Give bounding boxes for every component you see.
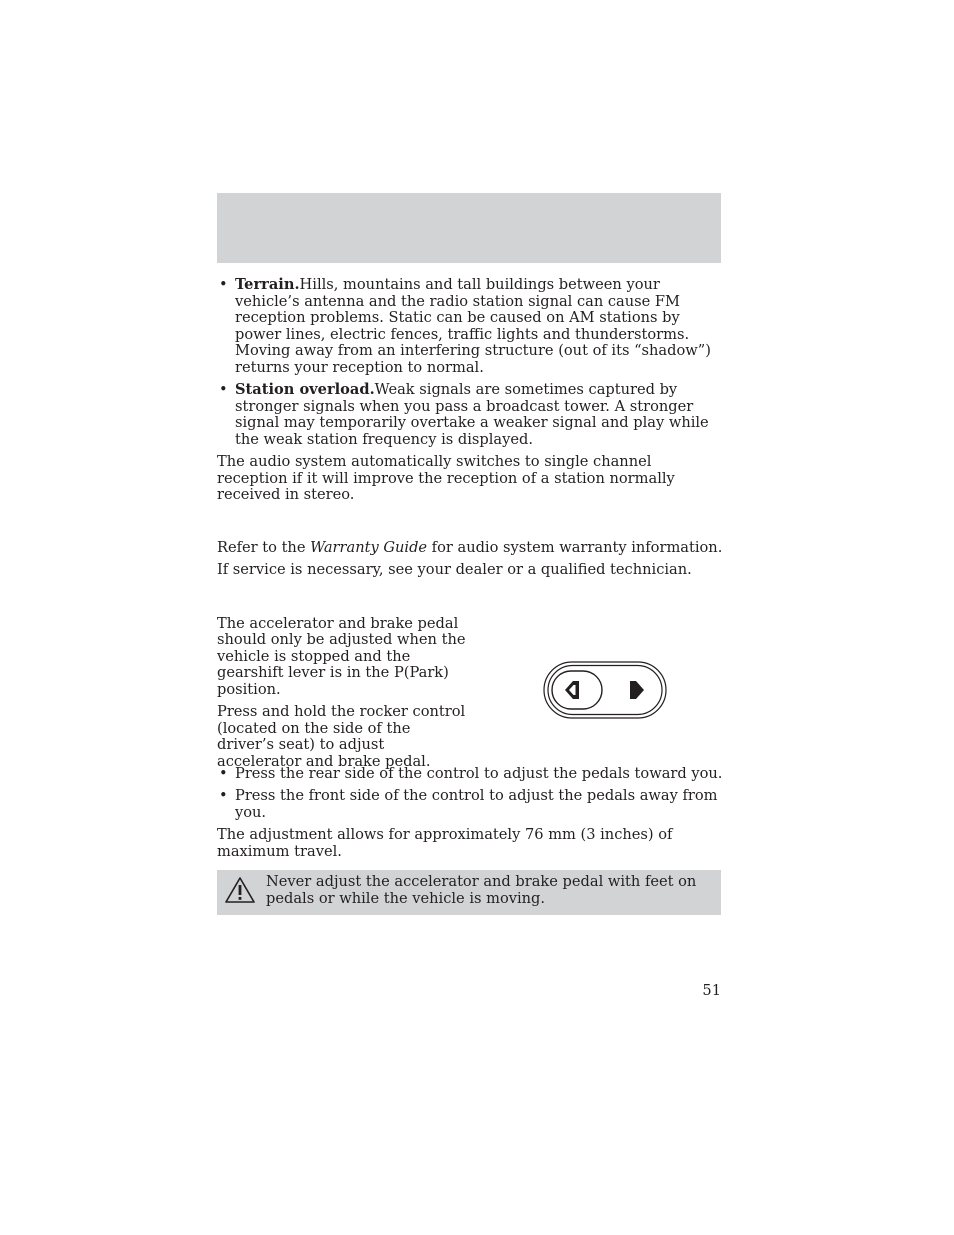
bullet-dot: •: [219, 764, 228, 782]
bullet-term-station-overload: Station overload.: [235, 381, 375, 398]
section-header-bar: [217, 193, 721, 263]
bullet-dot: •: [219, 787, 228, 804]
bullet-terrain: [217, 277, 723, 376]
warning-text: Never adjust the accelerator and brake pedal with feet on pedals or while the vehicle is moving.: [266, 873, 697, 907]
reception-note: The audio system automatically switches to single channel reception if it will improve the reception of a station normally received in stereo.: [217, 453, 675, 503]
warranty-suffix: for audio system warranty information.: [427, 538, 723, 556]
bullet-pedals-away: [217, 788, 723, 821]
warranty-reference: [217, 540, 723, 557]
warranty-guide-title: Warranty Guide: [310, 538, 428, 556]
bullet-dot: •: [219, 276, 228, 293]
pedal-text-column: [217, 616, 467, 771]
bullet-term-terrain: Terrain.: [235, 276, 300, 293]
page-number: 51: [702, 982, 721, 999]
bullet-text-pedals-toward: Press the rear side of the control to adjust the pedals toward you.: [235, 764, 723, 782]
bullet-pedals-toward: [217, 766, 723, 783]
warranty-prefix: Refer to the: [217, 538, 311, 556]
bullet-text-station-overload: Weak signals are sometimes captured by stronger signals when you pass a broadcast tower. A stronger signal may temporarily overtake a weaker signal and play while the weak station frequency is displayed.: [235, 381, 709, 448]
pedal-instruction: Press and hold the rocker control (located on the side of the driver’s seat) to adjust accelerator and brake pedal.: [217, 703, 466, 770]
pedal-intro: The accelerator and brake pedal should only be adjusted when the vehicle is stopped and the gearshift lever is in the P(Park) position.: [217, 614, 466, 698]
bullet-station-overload: [217, 382, 723, 448]
bullet-text-pedals-away: Press the front side of the control to adjust the pedals away from you.: [235, 787, 718, 821]
warning-box: [217, 870, 721, 915]
pedal-travel-note: The adjustment allows for approximately 76 mm (3 inches) of maximum travel.: [217, 826, 673, 860]
bullet-text-terrain: Hills, mountains and tall buildings between your vehicle’s antenna and the radio station signal can cause FM reception problems. Static can be caused on AM stations by power lines, electric fences, traffic lights and thunderstorms. Moving away from an interfering structure (out of its “shadow”) returns your reception to normal.: [235, 276, 711, 376]
page-content: [217, 277, 723, 915]
bullet-dot: •: [219, 381, 228, 398]
warning-triangle-icon: [224, 876, 256, 904]
service-note: If service is necessary, see your dealer or a qualified technician.: [217, 561, 692, 578]
pedal-adjust-block: [217, 614, 723, 770]
rocker-control-icon: [543, 661, 667, 719]
